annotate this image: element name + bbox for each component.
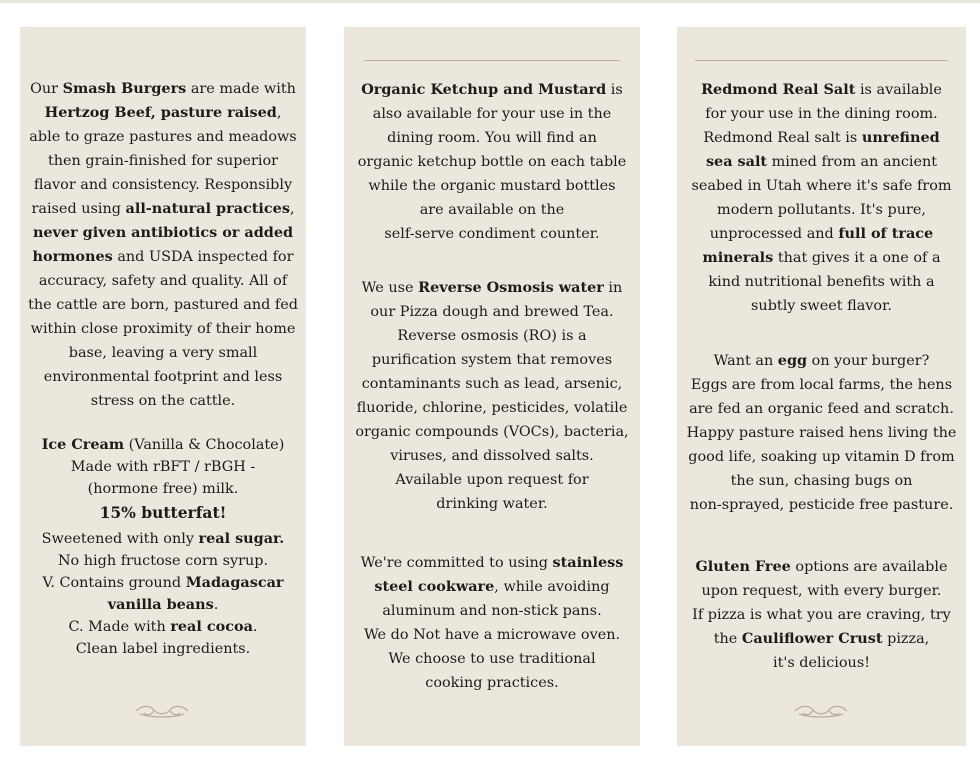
text-line: (hormone free) milk. (87, 481, 239, 497)
text-line: our Pizza dough and brewed Tea. (370, 304, 614, 320)
text-line: able to graze pastures and meadows (29, 129, 297, 145)
text-line: upon request, with every burger. (701, 583, 942, 599)
text-line: No high fructose corn syrup. (57, 553, 269, 569)
condiments-section (344, 78, 640, 246)
text-line: also available for your use in the (372, 106, 612, 122)
panel-condiments (344, 27, 640, 746)
cookware-section (344, 551, 640, 695)
text-line: seabed in Utah where it's safe from (691, 178, 952, 194)
text-line: organic ketchup bottle on each table (357, 154, 627, 170)
text-line: dining room. You will find an (387, 130, 597, 146)
text-line: while the organic mustard bottles (368, 178, 616, 194)
text-line: Redmond Real Salt is available (701, 81, 942, 98)
text-line: We use Reverse Osmosis water in (361, 279, 623, 296)
panel-salt-eggs (677, 27, 966, 746)
text-line: stress on the cattle. (90, 393, 236, 409)
gluten-free-section (677, 555, 966, 675)
text-line: Hertzog Beef, pasture raised, (44, 104, 282, 121)
text-line: Happy pasture raised hens living the (686, 425, 957, 441)
text-line: hormones and USDA inspected for (32, 248, 294, 265)
text-line: are available on the (419, 202, 565, 218)
top-border (0, 0, 980, 3)
text-line: cooking practices. (425, 675, 559, 691)
text-line: environmental footprint and less (43, 369, 283, 385)
panel-burgers (20, 27, 306, 746)
text-line: viruses, and dissolved salts. (390, 448, 594, 464)
text-line: steel cookware, while avoiding (374, 578, 610, 595)
text-line: organic compounds (VOCs), bacteria, (355, 424, 629, 440)
text-line: the Cauliflower Crust pizza, (713, 630, 930, 647)
egg-section (677, 349, 966, 517)
flourish-ornament-icon (791, 702, 851, 720)
text-line: Available upon request for (395, 472, 589, 488)
ice-cream-section (20, 434, 306, 660)
text-line: vanilla beans. (107, 596, 219, 613)
text-line: unprocessed and full of trace (709, 225, 934, 242)
text-line: Our Smash Burgers are made with (30, 80, 296, 97)
text-line: C. Made with real cocoa. (68, 618, 258, 635)
text-line: contaminants such as lead, arsenic, (361, 376, 623, 392)
text-line: Redmond Real salt is unrefined (703, 129, 940, 146)
text-line: fluoride, chlorine, pesticides, volatile (356, 400, 628, 416)
text-line: never given antibiotics or added (32, 224, 294, 241)
text-line: minerals that gives it a one of a (702, 249, 941, 266)
divider-rule (695, 60, 948, 61)
burgers-section (20, 77, 306, 413)
text-line: Clean label ingredients. (75, 641, 251, 657)
text-line: Organic Ketchup and Mustard is (361, 81, 623, 98)
text-line: Gluten Free options are available (695, 558, 948, 575)
text-line: it's delicious! (773, 655, 870, 671)
text-line: If pizza is what you are craving, try (692, 607, 951, 623)
text-line: Sweetened with only real sugar. (41, 530, 285, 547)
text-line: Want an egg on your burger? (713, 352, 930, 369)
text-line: subtly sweet flavor. (751, 298, 892, 314)
flourish-ornament-icon (132, 702, 192, 720)
text-line: base, leaving a very small (68, 345, 258, 361)
text-line: then grain-finished for superior (47, 153, 279, 169)
text-line: Made with rBFT / rBGH - (70, 459, 256, 475)
salt-section (677, 78, 966, 318)
water-section (344, 276, 640, 516)
text-line: raised using all-natural practices, (31, 200, 295, 217)
text-line: We do Not have a microwave oven. (363, 627, 621, 643)
text-line: modern pollutants. It's pure, (717, 202, 926, 218)
text-line: aluminum and non-stick pans. (382, 603, 602, 619)
butterfat-callout: 15% butterfat! (99, 503, 227, 522)
text-line: Eggs are from local farms, the hens (690, 377, 953, 393)
text-line: non-sprayed, pesticide free pasture. (689, 497, 954, 513)
text-line: accuracy, safety and quality. All of (38, 273, 288, 289)
text-line: Ice Cream (Vanilla & Chocolate) (41, 436, 285, 453)
text-line: drinking water. (436, 496, 548, 512)
text-line: for your use in the dining room. (705, 106, 938, 122)
text-line: the cattle are born, pastured and fed (28, 297, 298, 313)
text-line: We choose to use traditional (388, 651, 596, 667)
text-line: within close proximity of their home (30, 321, 296, 337)
text-line: V. Contains ground Madagascar (42, 574, 284, 591)
text-line: good life, soaking up vitamin D from (688, 449, 955, 465)
divider-rule (364, 60, 620, 61)
text-line: kind nutritional benefits with a (708, 274, 935, 290)
text-line: flavor and consistency. Responsibly (33, 177, 293, 193)
text-line: are fed an organic feed and scratch. (689, 401, 954, 417)
text-line: Reverse osmosis (RO) is a (397, 328, 587, 344)
text-line: the sun, chasing bugs on (730, 473, 913, 489)
text-line: We're committed to using stainless (360, 554, 624, 571)
text-line: sea salt mined from an ancient (705, 153, 938, 170)
text-line: self-serve condiment counter. (384, 226, 600, 242)
text-line: purification system that removes (371, 352, 613, 368)
